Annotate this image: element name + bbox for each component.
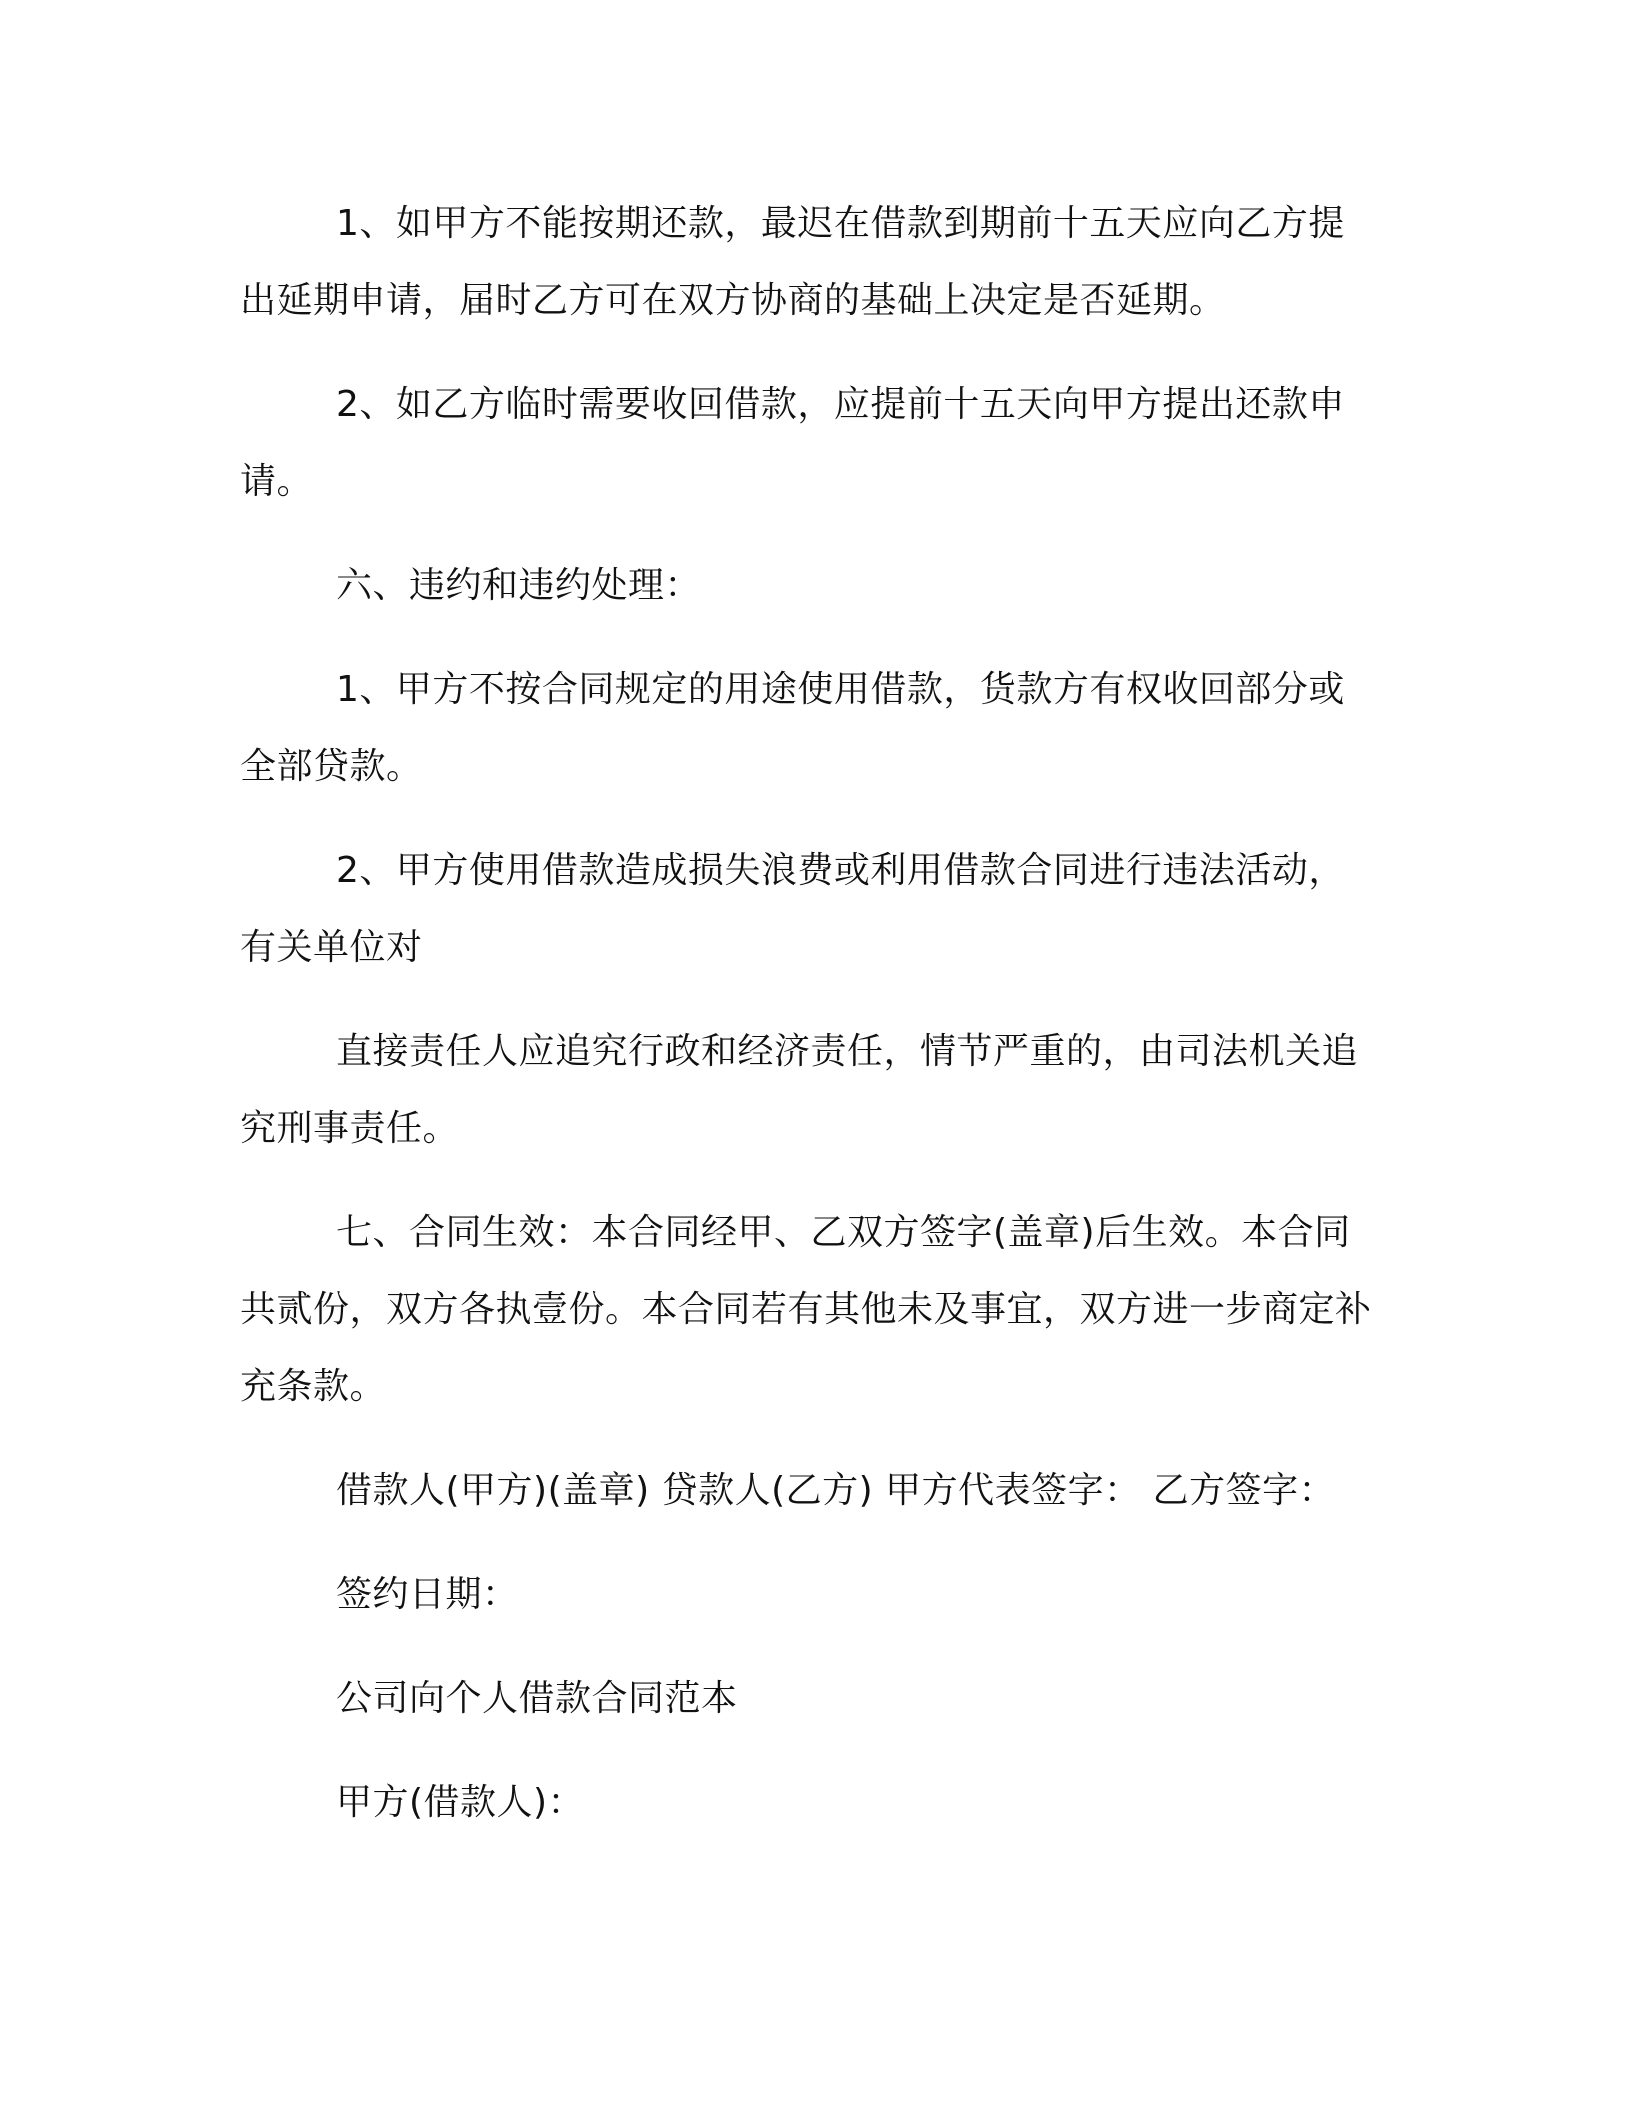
clause-extension-request: 1、如甲方不能按期还款，最迟在借款到期前十五天应向乙方提出延期申请，届时乙方可在双方协商的基础上决定是否延期。 [240,203,1345,321]
clause-early-recall: 2、如乙方临时需要收回借款，应提前十五天向甲方提出还款申请。 [240,384,1345,502]
clause-misuse-recall: 1、甲方不按合同规定的用途使用借款，货款方有权收回部分或全部贷款。 [240,669,1345,787]
clause-liability: 直接责任人应追究行政和经济责任，情节严重的，由司法机关追究刑事责任。 [240,1031,1359,1149]
clause-loss-illegal-use: 2、甲方使用借款造成损失浪费或利用借款合同进行违法活动，有关单位对 [240,850,1345,968]
signature-line: 借款人(甲方)(盖章) 贷款人(乙方) 甲方代表签字： 乙方签字： [336,1470,1336,1511]
template-title: 公司向个人借款合同范本 [336,1678,738,1719]
section-contract-effect: 七、合同生效：本合同经甲、乙双方签字(盖章)后生效。本合同共贰份，双方各执壹份。本合同若有其他未及事宜，双方进一步商定补充条款。 [240,1212,1372,1407]
document-body [240,185,1375,1868]
signing-date-line: 签约日期： [336,1574,519,1615]
party-a-borrower-line: 甲方(借款人)： [336,1782,585,1823]
section-heading-breach: 六、违约和违约处理： [336,565,702,606]
